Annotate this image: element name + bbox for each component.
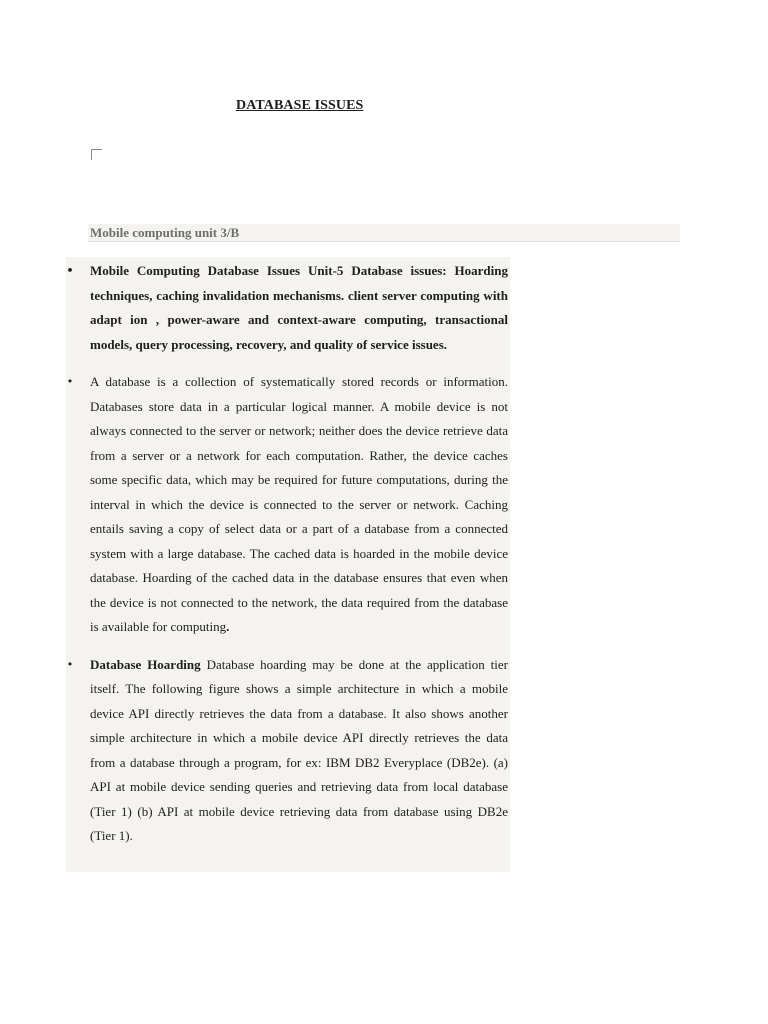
bullet-heading: Database Hoarding [90,656,201,672]
bullet-icon: • [66,657,74,671]
bullet-text: A database is a collection of systematically stored records or information. Databases store data in a particular logical manner. A mobile device is not always connected to the server or network; neither does the device retrieve data from a server or a network for each computation. Rather, the device caches some specific data, which may be required for future computations, during the interval in which the device is connected to the server or network. Caching entails saving a copy of select data or a part of a database from a connected system with a large database. The cached data is hoarded in the mobile device database. Hoarding of the cached data in the database ensures that even when the device is not connected to the network, the data required from the database is available for computing [90,374,508,634]
list-item [66,259,510,357]
subtitle-bar [88,224,680,242]
bullet-text: Database hoarding may be done at the application tier itself. The following figure shows a simple architecture in which a mobile device API directly retrieves the data from a database. It also shows another simple architecture in which a mobile device API directly retrieves the data from a database through a program, for ex: IBM DB2 Everyplace (DB2e). (a) API at mobile device sending queries and retrieving data from local database (Tier 1) (b) API at mobile device retrieving data from database using DB2e (Tier 1). [90,656,509,843]
bullet-icon: • [66,264,74,277]
bullet-text: Mobile Computing Database Issues Unit-5 Database issues: Hoarding techniques, caching invalidation mechanisms. client server computing with adapt ion , power-aware and context-aware computing, transactional models, query processing, recovery, and quality of service issues. [90,263,508,352]
bullet-list [66,259,510,849]
broken-image-icon [91,149,102,160]
list-item [66,653,510,849]
document-subtitle: Mobile computing unit 3/B [90,225,240,240]
list-item [66,370,510,640]
bullet-text-end: . [226,619,230,634]
document-title: DATABASE ISSUES [236,98,364,113]
bullet-icon: • [66,375,74,388]
